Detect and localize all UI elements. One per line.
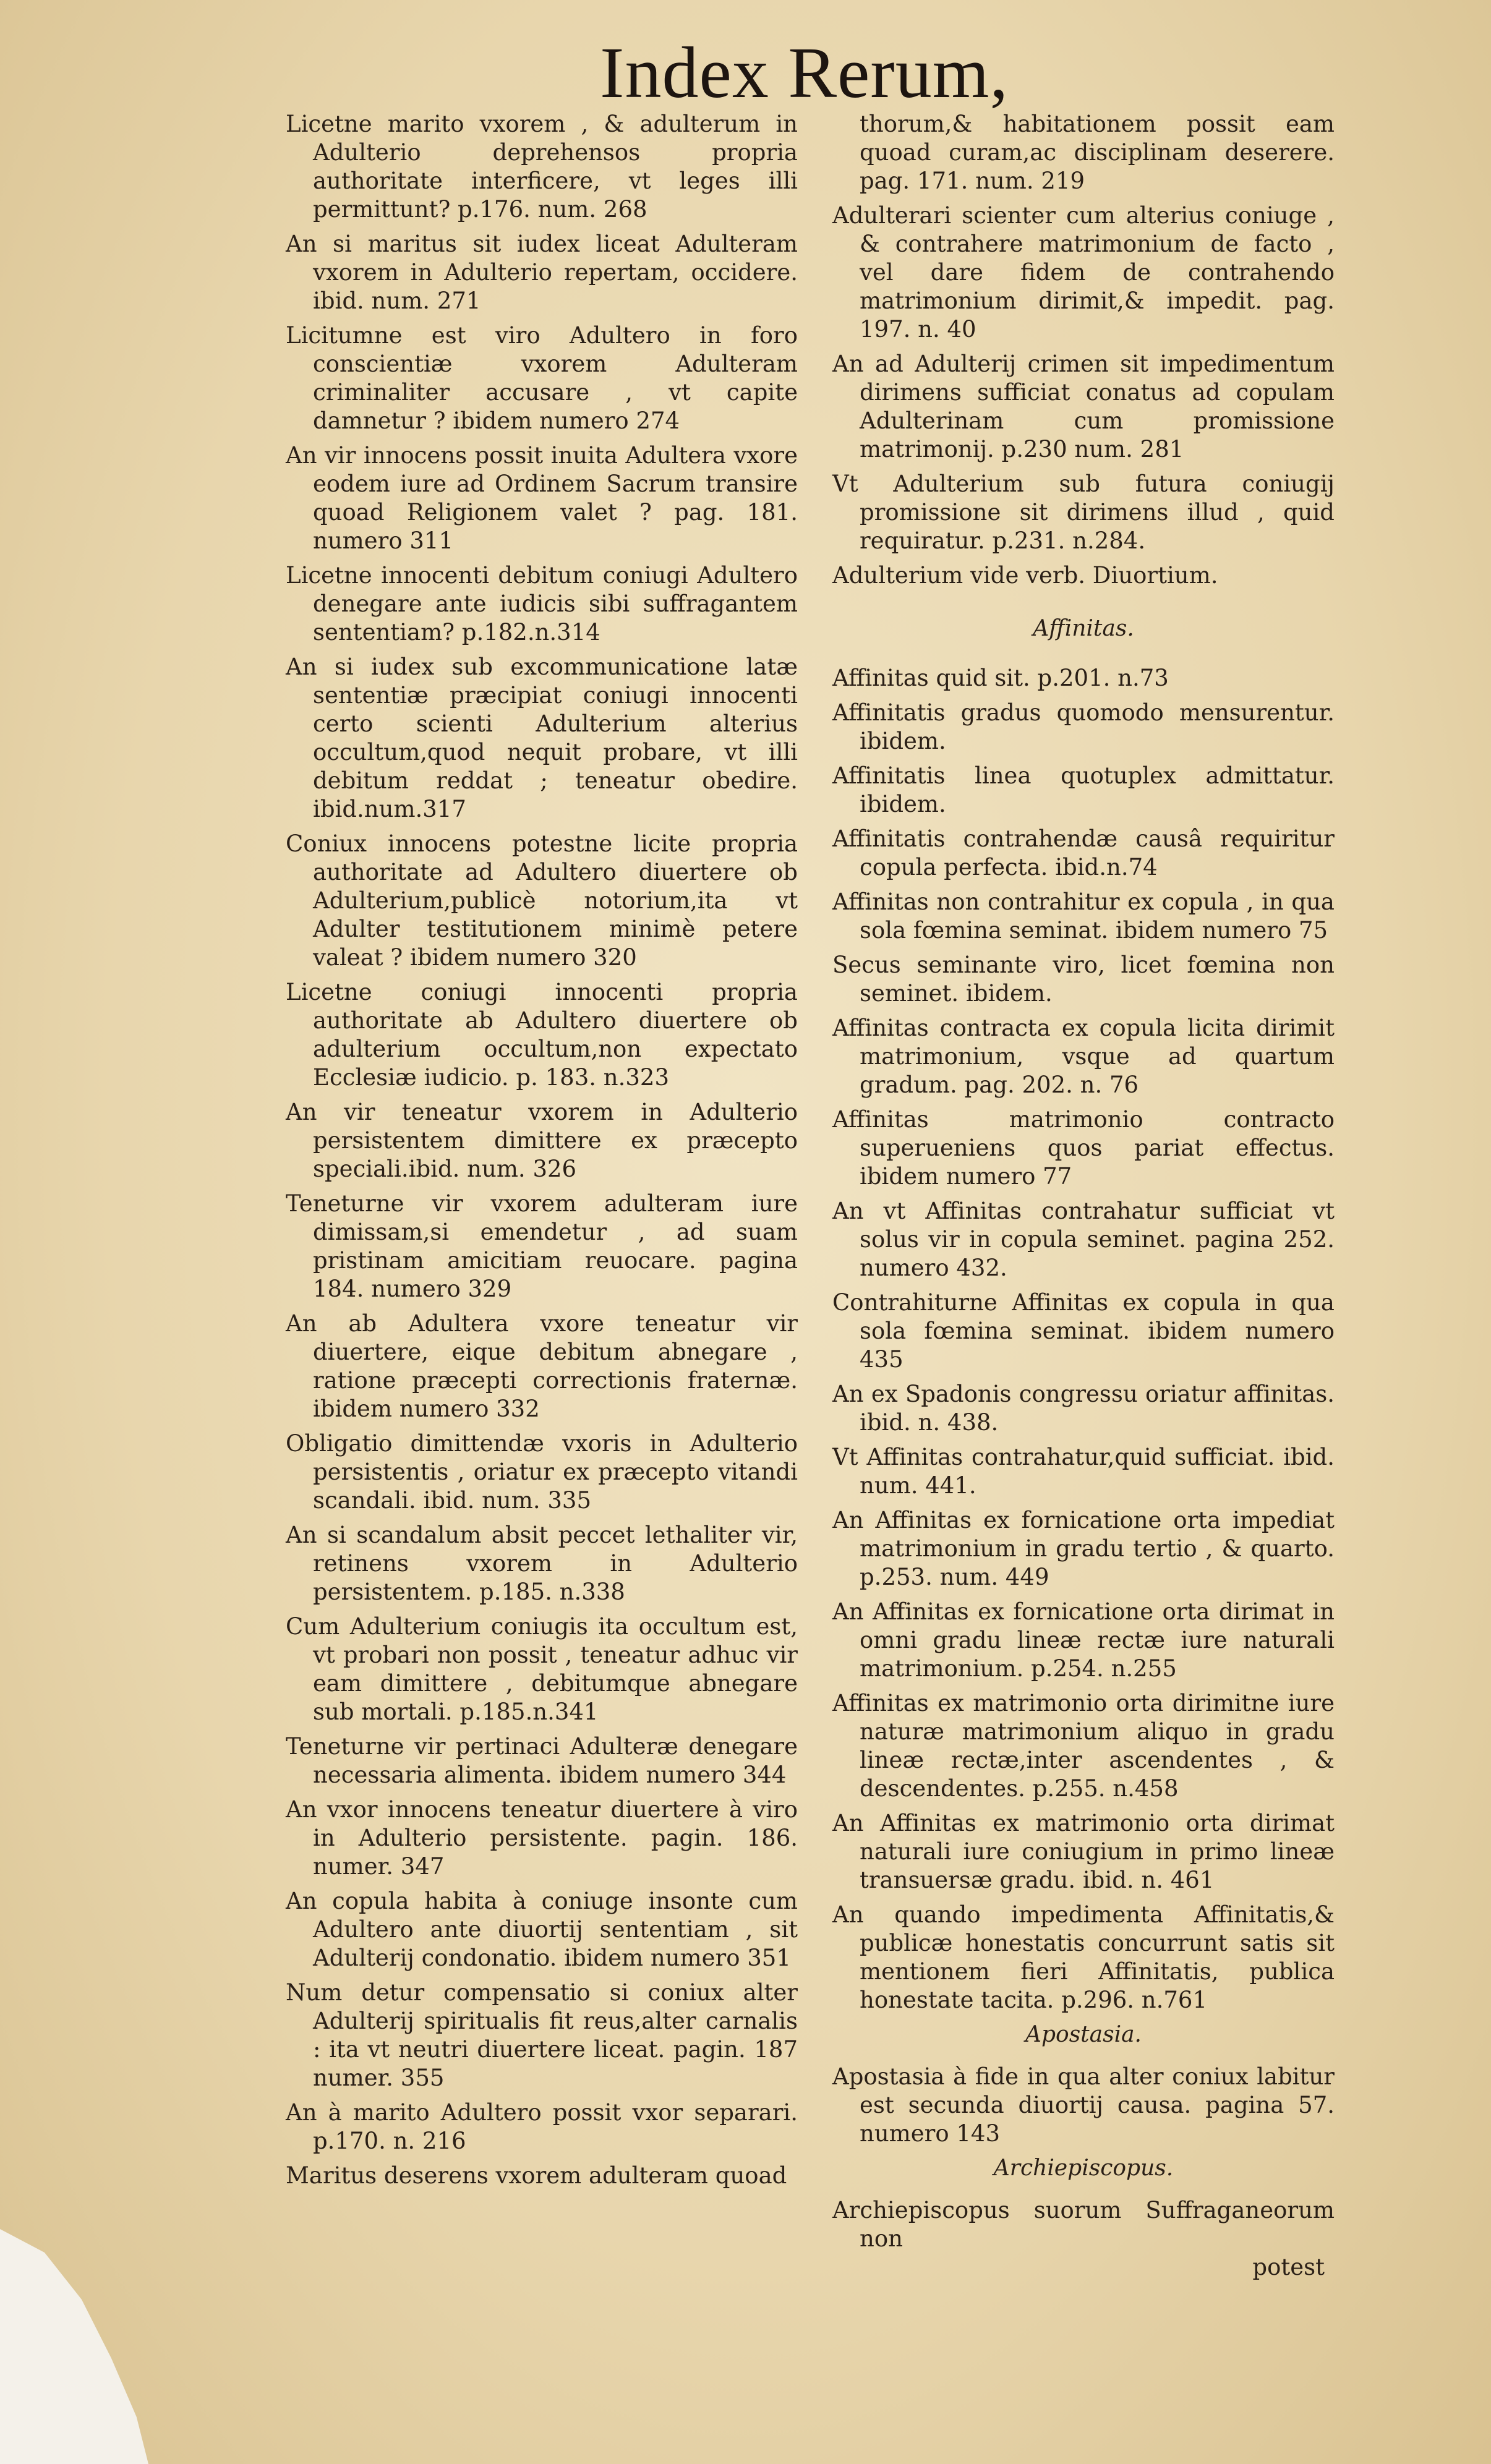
index-entry: Num detur compensatio si coniux alter Adulterij spiritualis fit reus,alter carnalis : ita vt neutri diuertere liceat. pagin. 187 numer. 355 — [286, 1979, 798, 2091]
catchword: potest — [1252, 2254, 1325, 2280]
page-header — [0, 25, 1491, 111]
index-entry: Vt Adulterium sub futura coniugij promissione sit dirimens illud , quid requiratur. p.231. n.284. — [832, 471, 1335, 554]
index-entry: An Affinitas ex fornicatione orta impediat matrimonium in gradu tertio , & quarto. p.253. num. 449 — [832, 1507, 1335, 1590]
index-entry: Licetne coniugi innocenti propria authoritate ab Adultero diuertere ob adulterium occultum,non expectato Ecclesiæ iudicio. p. 183. n.323 — [286, 979, 798, 1091]
index-entry: Teneturne vir pertinaci Adulteræ denegare necessaria alimenta. ibidem numero 344 — [286, 1733, 798, 1788]
index-entry: Affinitatis linea quotuplex admittatur. ibidem. — [832, 762, 1335, 817]
index-entry: Teneturne vir vxorem adulteram iure dimissam,si emendetur , ad suam pristinam amicitiam reuocare. pagina 184. numero 329 — [286, 1190, 798, 1302]
index-entry: Affinitas non contrahitur ex copula , in qua sola fœmina seminat. ibidem numero 75 — [832, 889, 1335, 944]
index-entry: An vxor innocens teneatur diuertere à viro in Adulterio persistente. pagin. 186. numer. 347 — [286, 1796, 798, 1880]
index-entry: Licetne innocenti debitum coniugi Adultero denegare ante iudicis sibi suffragantem sententiam? p.182.n.314 — [286, 562, 798, 646]
section-heading-affinitas: Affinitas. — [1033, 616, 1134, 641]
index-entry: Apostasia à fide in qua alter coniux labitur est secunda diuortij causa. pagina 57. numero 143 — [832, 2063, 1335, 2147]
index-entry: An si scandalum absit peccet lethaliter vir, retinens vxorem in Adulterio persistentem. p.185. n.338 — [286, 1522, 798, 1605]
index-entry: Affinitas quid sit. p.201. n.73 — [832, 665, 1169, 691]
index-entry: An ad Adulterij crimen sit impedimentum dirimens sufficiat conatus ad copulam Adulterinam cum promissione matrimonij. p.230 num. 281 — [832, 351, 1335, 463]
index-entry: Affinitatis gradus quomodo mensurentur. ibidem. — [832, 699, 1335, 754]
right-column — [832, 110, 1335, 2282]
left-column — [286, 110, 798, 2196]
index-entry: Affinitas contracta ex copula licita dirimit matrimonium, vsque ad quartum gradum. pag. 202. n. 76 — [832, 1015, 1335, 1098]
index-entry: Archiepiscopus suorum Suffraganeorum non — [832, 2197, 1335, 2252]
index-entry: Obligatio dimittendæ vxoris in Adulterio persistentis , oriatur ex præcepto vitandi scandali. ibid. num. 335 — [286, 1430, 798, 1514]
index-entry: Cum Adulterium coniugis ita occultum est, vt probari non possit , teneatur adhuc vir eam dimittere , debitumque abnegare sub mortali. p.185.n.341 — [286, 1613, 798, 1725]
section-heading-apostasia: Apostasia. — [1025, 2022, 1142, 2047]
index-entry: An si iudex sub excommunicatione latæ sententiæ præcipiat coniugi innocenti certo scienti Adulterium alterius occultum,quod nequit probare, vt illi debitum reddat ; teneatur obedire. ibid.num.317 — [286, 654, 798, 822]
index-entry: An quando impedimenta Affinitatis,& publicæ honestatis concurrunt satis sit mentionem fieri Affinitatis, publica honestate tacita. p.296. n.761 — [832, 1901, 1335, 2013]
index-entry: Affinitatis contrahendæ causâ requiritur copula perfecta. ibid.n.74 — [832, 825, 1335, 880]
index-entry: An ab Adultera vxore teneatur vir diuertere, eique debitum abnegare , ratione præcepti correctionis fraternæ. ibidem numero 332 — [286, 1310, 798, 1422]
index-entry: Licetne marito vxorem , & adulterum in Adulterio deprehensos propria authoritate interficere, vt leges illi permittunt? p.176. num. 268 — [286, 111, 798, 223]
index-entry-continuation: thorum,& habitationem possit eam quoad curam,ac disciplinam deserere. pag. 171. num. 219 — [860, 111, 1335, 194]
index-entry: Contrahiturne Affinitas ex copula in qua sola fœmina seminat. ibidem numero 435 — [832, 1289, 1335, 1373]
index-entry: Secus seminante viro, licet fœmina non seminet. ibidem. — [832, 952, 1335, 1007]
index-entry: Affinitas ex matrimonio orta dirimitne iure naturæ matrimonium aliquo in gradu lineæ rectæ,inter ascendentes , & descendentes. p.255. n.458 — [832, 1690, 1335, 1802]
index-entry: Affinitas matrimonio contracto superueniens quos pariat effectus. ibidem numero 77 — [832, 1106, 1335, 1190]
index-entry: An copula habita à coniuge insonte cum Adultero ante diuortij sententiam , sit Adulterij condonatio. ibidem numero 351 — [286, 1888, 798, 1971]
index-entry: Maritus deserens vxorem adulteram quoad — [286, 2162, 787, 2189]
index-entry: Adulterari scienter cum alterius coniuge , & contrahere matrimonium de facto , vel dare fidem de contrahendo matrimonium dirimit,& impedit. pag. 197. n. 40 — [832, 202, 1335, 343]
index-entry: Adulterium vide verb. Diuortium. — [832, 562, 1218, 589]
index-entry: An vt Affinitas contrahatur sufficiat vt solus vir in copula seminet. pagina 252. numero 432. — [832, 1198, 1335, 1281]
index-entry: Vt Affinitas contrahatur,quid sufficiat. ibid. num. 441. — [832, 1444, 1335, 1499]
index-entry: An Affinitas ex matrimonio orta dirimat naturali iure coniugium in primo lineæ transuersæ gradu. ibid. n. 461 — [832, 1810, 1335, 1893]
index-entry: Licitumne est viro Adultero in foro conscientiæ vxorem Adulteram criminaliter accusare , vt capite damnetur ? ibidem numero 274 — [286, 322, 798, 434]
index-entry: Coniux innocens potestne licite propria authoritate ad Adultero diuertere ob Adulterium,publicè notorium,ita vt Adulter testitutionem minimè petere valeat ? ibidem numero 320 — [286, 830, 798, 971]
index-entry: An Affinitas ex fornicatione orta dirimat in omni gradu lineæ rectæ iure naturali matrimonium. p.254. n.255 — [832, 1598, 1335, 1682]
index-entry: An ex Spadonis congressu oriatur affinitas. ibid. n. 438. — [832, 1381, 1335, 1436]
index-entry: An à marito Adultero possit vxor separari. p.170. n. 216 — [286, 2099, 798, 2154]
index-entry: An vir teneatur vxorem in Adulterio persistentem dimittere ex præcepto speciali.ibid. num. 326 — [286, 1099, 798, 1182]
section-heading-archiepiscopus: Archiepiscopus. — [993, 2155, 1174, 2181]
index-entry: An si maritus sit iudex liceat Adulteram vxorem in Adulterio repertam, occidere. ibid. num. 271 — [286, 231, 798, 314]
page-title: Index Rerum, — [600, 32, 1009, 113]
index-entry: An vir innocens possit inuita Adultera vxore eodem iure ad Ordinem Sacrum transire quoad Religionem valet ? pag. 181. numero 311 — [286, 442, 798, 554]
